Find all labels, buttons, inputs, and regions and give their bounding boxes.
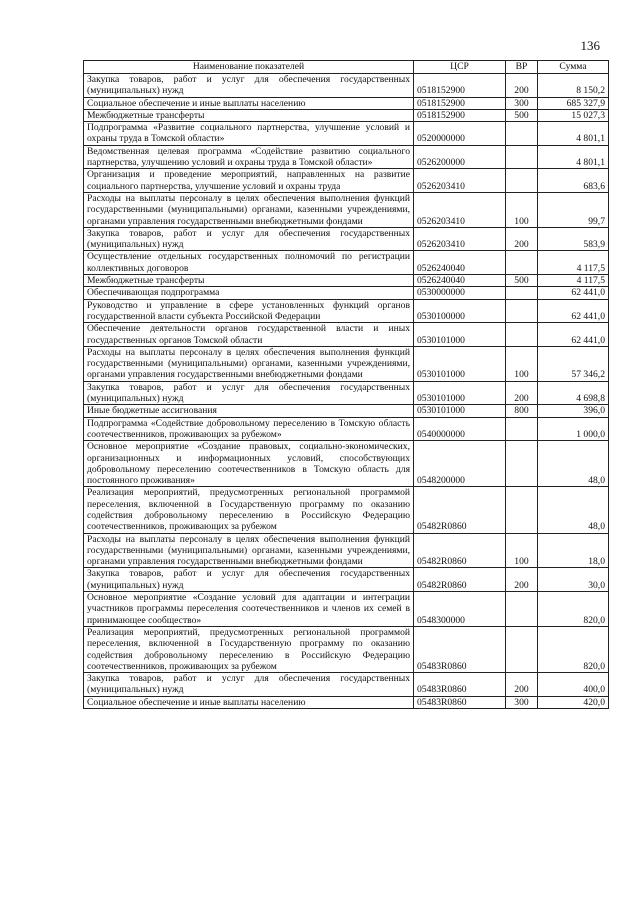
- table-row: [84, 592, 609, 627]
- row-sum: 62 441,0: [538, 323, 609, 347]
- row-vr: [506, 323, 538, 347]
- row-vr: [506, 487, 538, 533]
- table-row: [84, 696, 609, 708]
- row-vr: [506, 287, 538, 299]
- row-vr: [506, 122, 538, 146]
- row-sum: 8 150,2: [538, 74, 609, 98]
- row-vr: 300: [506, 696, 538, 708]
- row-name: Организация и проведение мероприятий, направленных на развитие социального партнерства, улучшение условий и охраны труда: [84, 169, 414, 193]
- row-vr: 200: [506, 568, 538, 592]
- row-vr: [506, 169, 538, 193]
- row-name: Обеспечение деятельности органов государственной власти и иных государственных органов Томской области: [84, 323, 414, 347]
- row-name: Основное мероприятие «Создание условий для адаптации и интеграции участников программы переселения соотечественников и членов их семей в принимающее сообщество»: [84, 592, 414, 627]
- row-csr: 0530101000: [414, 381, 506, 405]
- row-csr: 0530101000: [414, 405, 506, 417]
- row-vr: 800: [506, 405, 538, 417]
- row-vr: 200: [506, 227, 538, 251]
- row-vr: [506, 441, 538, 487]
- table-row: [84, 673, 609, 697]
- row-csr: 05482R0860: [414, 487, 506, 533]
- row-vr: 200: [506, 673, 538, 697]
- row-name: Расходы на выплаты персоналу в целях обеспечения выполнения функций государственными (муниципальными) органами, казенными учреждениями, органами управления государственными внебюджетными фондами: [84, 346, 414, 381]
- row-csr: 0530000000: [414, 287, 506, 299]
- row-sum: 820,0: [538, 592, 609, 627]
- row-sum: 57 346,2: [538, 346, 609, 381]
- row-name: Закупка товаров, работ и услуг для обеспечения государственных (муниципальных) нужд: [84, 381, 414, 405]
- row-csr: 0518152900: [414, 97, 506, 109]
- table-row: [84, 287, 609, 299]
- row-vr: [506, 299, 538, 323]
- row-name: Осуществление отдельных государственных полномочий по регистрации коллективных договоров: [84, 251, 414, 275]
- table-row: [84, 568, 609, 592]
- row-sum: 99,7: [538, 192, 609, 227]
- row-csr: 0526240040: [414, 251, 506, 275]
- row-vr: 300: [506, 97, 538, 109]
- row-name: Иные бюджетные ассигнования: [84, 405, 414, 417]
- row-name: Подпрограмма «Развитие социального партнерства, улучшение условий и охраны труда в Томской области»: [84, 122, 414, 146]
- row-sum: 4 117,5: [538, 275, 609, 287]
- row-csr: 0520000000: [414, 122, 506, 146]
- header-sum: Сумма: [538, 61, 609, 74]
- header-name: Наименование показателей: [84, 61, 414, 74]
- table-header: [84, 61, 609, 74]
- row-csr: 0526203410: [414, 192, 506, 227]
- row-vr: [506, 251, 538, 275]
- row-sum: 685 327,9: [538, 97, 609, 109]
- row-csr: 0518152900: [414, 74, 506, 98]
- row-csr: 05483R0860: [414, 696, 506, 708]
- row-csr: 0530101000: [414, 346, 506, 381]
- table-row: [84, 346, 609, 381]
- table-row: [84, 97, 609, 109]
- row-vr: [506, 592, 538, 627]
- row-vr: [506, 626, 538, 672]
- row-sum: 4 801,1: [538, 122, 609, 146]
- row-vr: 500: [506, 275, 538, 287]
- row-sum: 1 000,0: [538, 417, 609, 441]
- row-name: Социальное обеспечение и иные выплаты населению: [84, 97, 414, 109]
- row-sum: 400,0: [538, 673, 609, 697]
- row-csr: 05482R0860: [414, 568, 506, 592]
- row-sum: 30,0: [538, 568, 609, 592]
- row-csr: 0548300000: [414, 592, 506, 627]
- table-row: [84, 323, 609, 347]
- row-name: Закупка товаров, работ и услуг для обеспечения государственных (муниципальных) нужд: [84, 673, 414, 697]
- row-sum: 48,0: [538, 441, 609, 487]
- row-csr: 0526200000: [414, 145, 506, 169]
- row-sum: 62 441,0: [538, 299, 609, 323]
- row-name: Межбюджетные трансферты: [84, 275, 414, 287]
- row-sum: 420,0: [538, 696, 609, 708]
- row-name: Расходы на выплаты персоналу в целях обеспечения выполнения функций государственными (муниципальными) органами, казенными учреждениями, органами управления государственными внебюджетными фондами: [84, 192, 414, 227]
- row-name: Реализация мероприятий, предусмотренных региональной программой переселения, включенной в Государственную программу по оказанию содействия добровольному переселению в Российскую Федерацию соотечественников, проживающих за рубежом: [84, 487, 414, 533]
- row-name: Закупка товаров, работ и услуг для обеспечения государственных (муниципальных) нужд: [84, 568, 414, 592]
- row-csr: 0518152900: [414, 109, 506, 121]
- table-row: [84, 487, 609, 533]
- header-vr: ВР: [506, 61, 538, 74]
- row-name: Социальное обеспечение и иные выплаты населению: [84, 696, 414, 708]
- row-sum: 15 027,3: [538, 109, 609, 121]
- row-sum: 583,9: [538, 227, 609, 251]
- row-csr: 0526203410: [414, 227, 506, 251]
- row-name: Обеспечивающая подпрограмма: [84, 287, 414, 299]
- table-row: [84, 381, 609, 405]
- row-csr: 0540000000: [414, 417, 506, 441]
- budget-table: [83, 60, 609, 709]
- row-vr: 200: [506, 381, 538, 405]
- page-number: 136: [580, 38, 600, 53]
- row-csr: 05483R0860: [414, 673, 506, 697]
- table-body: [84, 74, 609, 709]
- row-name: Руководство и управление в сфере установленных функций органов государственной власти субъекта Российской Федерации: [84, 299, 414, 323]
- row-vr: 100: [506, 192, 538, 227]
- row-name: Межбюджетные трансферты: [84, 109, 414, 121]
- table-row: [84, 275, 609, 287]
- row-vr: 500: [506, 109, 538, 121]
- row-name: Закупка товаров, работ и услуг для обеспечения государственных (муниципальных) нужд: [84, 74, 414, 98]
- row-name: Реализация мероприятий, предусмотренных региональной программой переселения, включенной в Государственную программу по оказанию содействия добровольному переселению в Российскую Федерацию соотечественников, проживающих за рубежом: [84, 626, 414, 672]
- row-sum: 48,0: [538, 487, 609, 533]
- table-row: [84, 626, 609, 672]
- row-csr: 0548200000: [414, 441, 506, 487]
- row-name: Подпрограмма «Содействие добровольному переселению в Томскую область соотечественников, проживающих за рубежом»: [84, 417, 414, 441]
- table-row: [84, 299, 609, 323]
- row-name: Основное мероприятие «Создание правовых, социально-экономических, организационных и информационных условий, способствующих добровольному переселению соотечественников в Томскую область для постоянного проживания»: [84, 441, 414, 487]
- header-csr: ЦСР: [414, 61, 506, 74]
- row-sum: 4 117,5: [538, 251, 609, 275]
- table-row: [84, 405, 609, 417]
- row-sum: 396,0: [538, 405, 609, 417]
- row-sum: 4 698,8: [538, 381, 609, 405]
- table-row: [84, 251, 609, 275]
- row-name: Закупка товаров, работ и услуг для обеспечения государственных (муниципальных) нужд: [84, 227, 414, 251]
- table-row: [84, 122, 609, 146]
- row-vr: [506, 417, 538, 441]
- row-vr: [506, 145, 538, 169]
- table-row: [84, 145, 609, 169]
- row-csr: 0530101000: [414, 323, 506, 347]
- table-row: [84, 192, 609, 227]
- table-row: [84, 169, 609, 193]
- row-vr: 200: [506, 74, 538, 98]
- table-row: [84, 109, 609, 121]
- row-csr: 0526203410: [414, 169, 506, 193]
- row-name: Расходы на выплаты персоналу в целях обеспечения выполнения функций государственными (муниципальными) органами, казенными учреждениями, органами управления государственными внебюджетными фондами: [84, 533, 414, 568]
- row-csr: 05483R0860: [414, 626, 506, 672]
- row-csr: 0530100000: [414, 299, 506, 323]
- row-name: Ведомственная целевая программа «Содействие развитию социального партнерства, улучшению условий и охраны труда в Томской области»: [84, 145, 414, 169]
- row-sum: 62 441,0: [538, 287, 609, 299]
- table-row: [84, 533, 609, 568]
- row-csr: 05482R0860: [414, 533, 506, 568]
- row-sum: 820,0: [538, 626, 609, 672]
- row-sum: 18,0: [538, 533, 609, 568]
- row-sum: 4 801,1: [538, 145, 609, 169]
- table-row: [84, 417, 609, 441]
- row-sum: 683,6: [538, 169, 609, 193]
- row-vr: 100: [506, 346, 538, 381]
- row-csr: 0526240040: [414, 275, 506, 287]
- table-row: [84, 74, 609, 98]
- row-vr: 100: [506, 533, 538, 568]
- table-row: [84, 441, 609, 487]
- table-row: [84, 227, 609, 251]
